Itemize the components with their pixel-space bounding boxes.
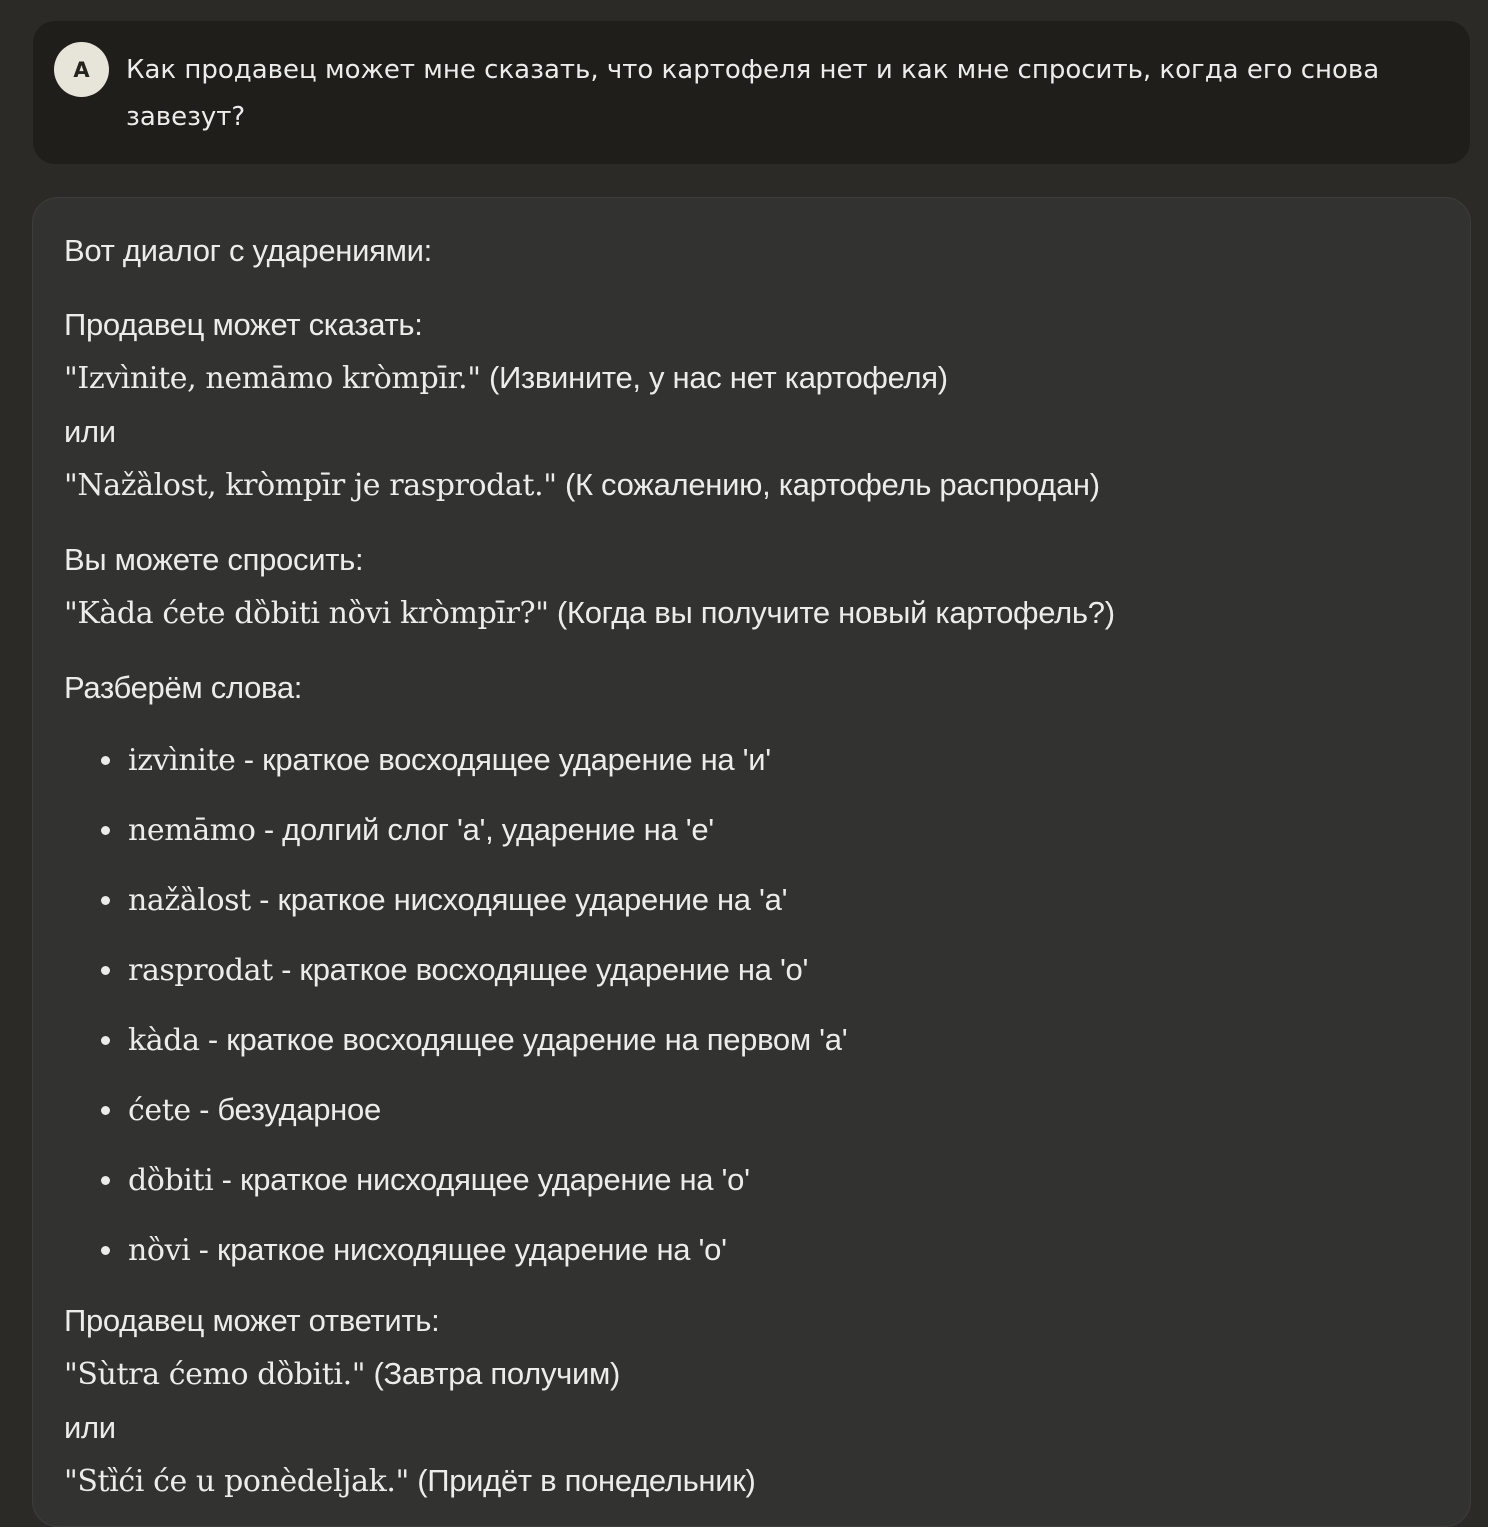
word-description: - краткое нисходящее ударение на 'о' (213, 1162, 750, 1197)
bullet-icon (101, 826, 110, 835)
list-item (64, 1145, 1439, 1215)
word-description: - краткое восходящее ударение на 'о' (272, 952, 809, 987)
list-item (64, 935, 1439, 1005)
phrase-line (64, 458, 1439, 512)
list-item (64, 725, 1439, 795)
you-can-ask-label: Вы можете спросить: (64, 542, 364, 577)
word: dȍbiti (128, 1163, 214, 1198)
word: izvìnite (128, 743, 236, 778)
word-description: - краткое нисходящее ударение на 'о' (190, 1232, 727, 1267)
list-item (64, 1215, 1439, 1285)
word: kàda (128, 1023, 200, 1058)
reply-intro: Вот диалог с ударениями: (64, 233, 432, 268)
phrase-foreign: "Nažȁlost, kròmpīr je rasprodat." (64, 468, 557, 503)
word-description: - краткое восходящее ударение на 'и' (235, 742, 771, 777)
bullet-icon (101, 1036, 110, 1045)
phrase-translation: (Извините, у нас нет картофеля) (480, 360, 948, 395)
phrase-line (64, 586, 1439, 640)
word: nemāmo (128, 813, 256, 848)
word: nažȁlost (128, 883, 251, 918)
word-description: - краткое восходящее ударение на первом 'а' (199, 1022, 848, 1057)
word-description: - краткое нисходящее ударение на 'а' (250, 882, 788, 917)
breakdown-label: Разберём слова: (64, 670, 303, 705)
phrase-foreign: "Sùtra ćemo dȍbiti." (64, 1357, 366, 1392)
word-breakdown-list (64, 725, 1439, 1285)
bullet-icon (101, 756, 110, 765)
phrase-foreign: "Izvìnite, nemāmo kròmpīr." (64, 361, 481, 396)
phrase-translation: (К сожалению, картофель распродан) (556, 467, 1100, 502)
bullet-icon (101, 1176, 110, 1185)
phrase-foreign: "Kàda ćete dȍbiti nȍvi kròmpīr?" (64, 596, 549, 631)
list-item (64, 1075, 1439, 1145)
bullet-icon (101, 1106, 110, 1115)
bullet-icon (101, 966, 110, 975)
phrase-line (64, 1347, 1439, 1401)
bullet-icon (101, 1246, 110, 1255)
phrase-translation: (Придёт в понедельник) (408, 1463, 756, 1498)
seller-can-answer-label: Продавец может ответить: (64, 1303, 440, 1338)
word: nȍvi (128, 1233, 191, 1268)
seller-can-say-label: Продавец может сказать: (64, 307, 423, 342)
or-text: или (64, 414, 116, 449)
phrase-line (64, 1454, 1439, 1508)
phrase-foreign: "Stȉći će u ponèdeljak." (64, 1464, 409, 1499)
phrase-translation: (Когда вы получите новый картофель?) (548, 595, 1115, 630)
user-avatar[interactable]: A (54, 42, 109, 97)
phrase-translation: (Завтра получим) (365, 1356, 621, 1391)
bullet-icon (101, 896, 110, 905)
phrase-line (64, 351, 1439, 405)
assistant-message (32, 197, 1471, 1527)
word-description: - безударное (190, 1092, 381, 1127)
word-description: - долгий слог 'а', ударение на 'е' (255, 812, 714, 847)
or-text: или (64, 1410, 116, 1445)
list-item (64, 795, 1439, 865)
list-item (64, 865, 1439, 935)
user-message (33, 21, 1470, 164)
word: ćete (128, 1093, 191, 1128)
word: rasprodat (128, 953, 273, 988)
list-item (64, 1005, 1439, 1075)
user-message-text: Как продавец может мне сказать, что картофеля нет и как мне спросить, когда его снова завезут? (126, 55, 1380, 132)
